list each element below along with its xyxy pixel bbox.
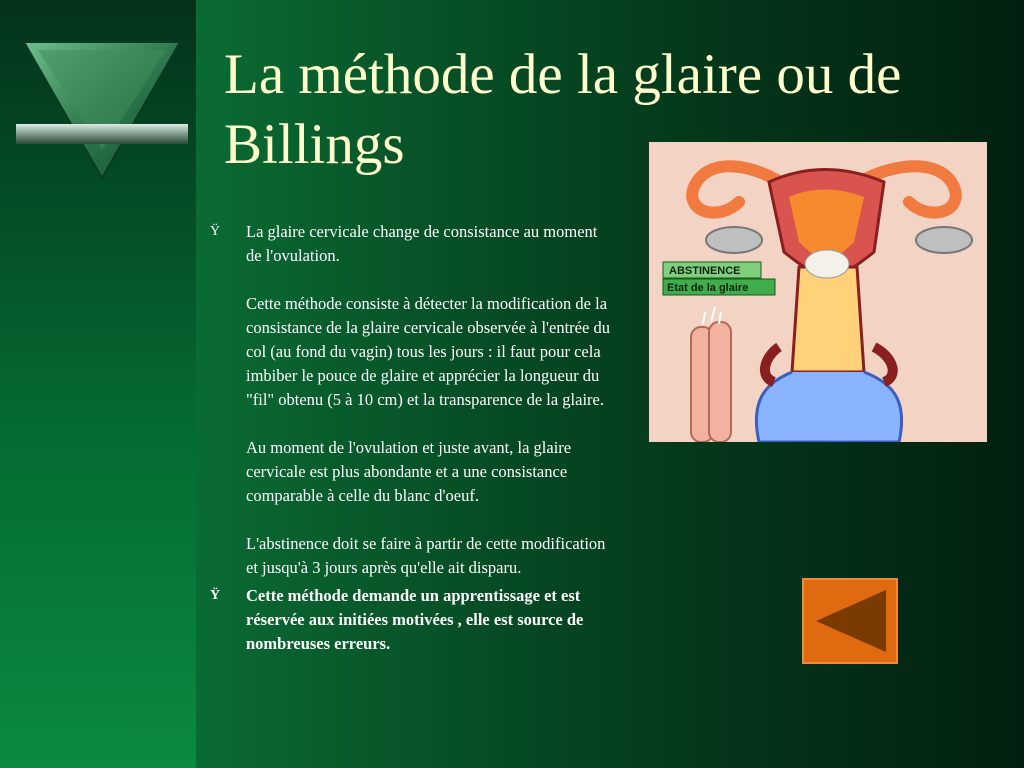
uterus-illustration (649, 142, 987, 442)
bullet-item-2 (210, 584, 610, 656)
bullet-1-paragraph-2: Cette méthode consiste à détecter la modification de la consistance de la glaire cervicale observée à l'entrée du col (au fond du vagin) tous les jours : il faut pour cela imbiber le pouce de glaire et apprécier la longueur du "fil" obtenu (5 à 10 cm) et la transparence de la glaire. (246, 294, 610, 409)
bullet-2-paragraph-1: Cette méthode demande un apprentissage et est réservée aux initiées motivées , elle est source de nombreuses erreurs. (246, 586, 584, 653)
bullet-1-paragraph-4: L'abstinence doit se faire à partir de cette modification et jusqu'à 3 jours après qu'elle ait disparu. (246, 534, 606, 577)
previous-slide-button[interactable] (802, 578, 898, 664)
bullet-1-paragraph-3: Au moment de l'ovulation et juste avant, la glaire cervicale est plus abondante et a une consistance comparable à celle du blanc d'oeuf. (246, 438, 572, 505)
mucus-state-label: Etat de la glaire (667, 282, 749, 294)
bullet-1-paragraph-1: La glaire cervicale change de consistance au moment de l'ovulation. (246, 222, 598, 265)
bullet-item-1 (210, 220, 610, 580)
uterus-diagram-icon (649, 142, 987, 442)
bullet-icon: Ÿ (210, 224, 221, 239)
bullet-icon: Ÿ (210, 588, 221, 603)
title-line-1: La méthode de la glaire ou de (224, 43, 902, 106)
abstinence-label: ABSTINENCE (669, 265, 741, 277)
content-area (210, 220, 610, 660)
sidebar-panel (0, 0, 196, 768)
title-line-2: Billings (224, 113, 405, 176)
triangle-logo-icon (14, 38, 190, 183)
back-arrow-icon (804, 580, 896, 662)
